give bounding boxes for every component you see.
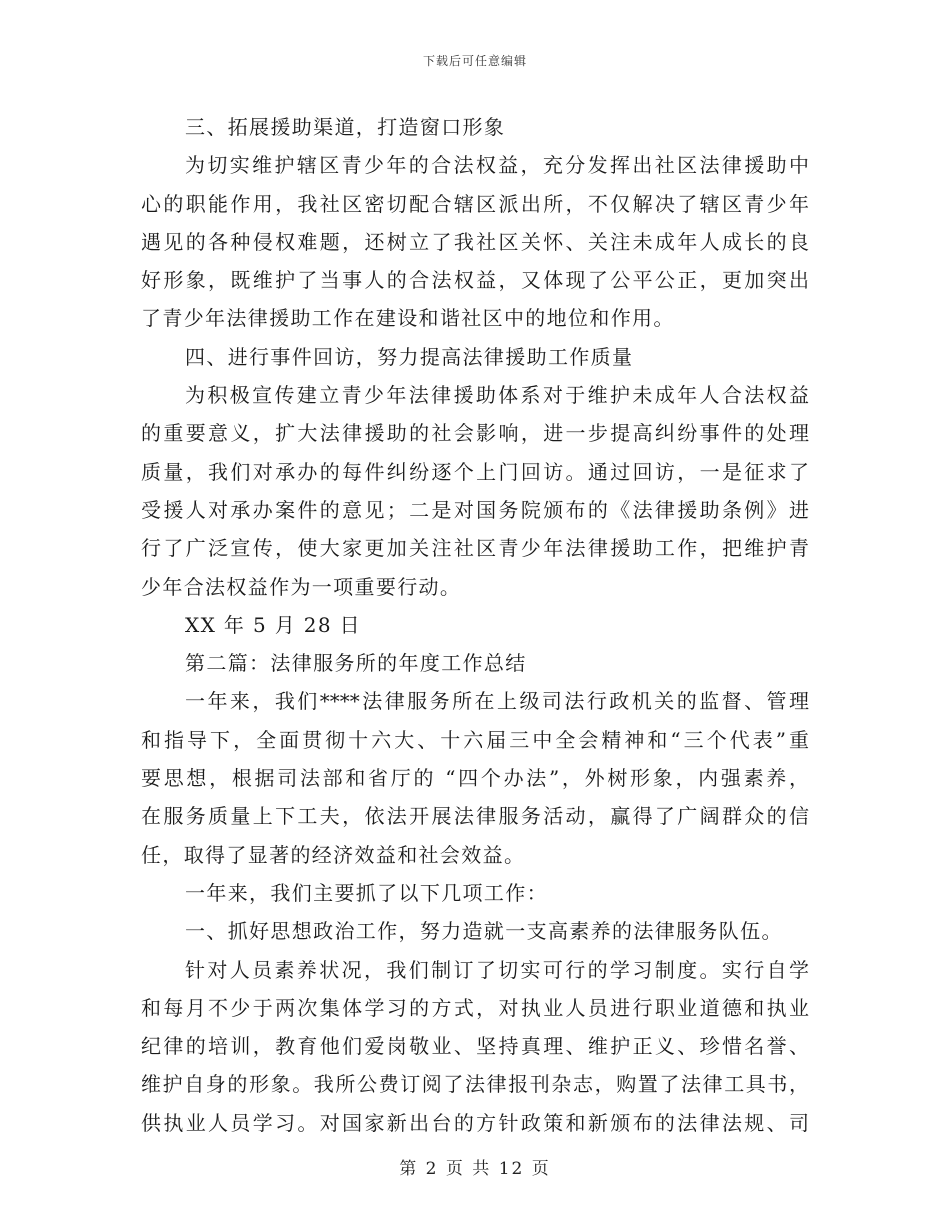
paragraph-line: 和指导下，全面贯彻十六大、十六届三中全会精神和“三个代表”重: [141, 727, 809, 752]
section-heading: 四、进行事件回访，努力提高法律援助工作质量: [185, 344, 634, 369]
section-heading: 一、抓好思想政治工作，努力造就一支高素养的法律服务队伍。: [185, 919, 783, 944]
paragraph-line: 和每月不少于两次集体学习的方式，对执业人员进行职业道德和执业: [141, 995, 809, 1020]
footer-middle: 页 共: [445, 1159, 492, 1179]
document-body: [141, 108, 809, 1142]
paragraph-line: 任，取得了显著的经济效益和社会效益。: [141, 842, 526, 867]
paragraph-line: 的重要意义，扩大法律援助的社会影响，进一步提高纠纷事件的处理: [141, 421, 809, 446]
chapter-title: 第二篇：法律服务所的年度工作总结: [185, 651, 527, 676]
date-line: XX 年 5 月 28 日: [185, 612, 361, 637]
paragraph-line: 为积极宣传建立青少年法律援助体系对于维护未成年人合法权益: [185, 383, 809, 408]
paragraph-line: 好形象，既维护了当事人的合法权益，又体现了公平公正，更加突出: [141, 268, 809, 293]
paragraph-line: 要思想，根据司法部和省厅的 “四个办法”，外树形象，内强素养，: [141, 766, 809, 791]
paragraph-line: 一年来，我们主要抓了以下几项工作：: [185, 880, 548, 905]
section-heading: 三、拓展援助渠道，打造窗口形象: [185, 115, 506, 139]
footer-suffix: 页: [531, 1159, 551, 1179]
paragraph-line: 心的职能作用，我社区密切配合辖区派出所，不仅解决了辖区青少年: [141, 191, 809, 216]
paragraph-line: 受援人对承办案件的意见；二是对国务院颁布的《法律援助条例》进: [141, 497, 809, 522]
paragraph-line: 纪律的培训，教育他们爱岗敬业、坚持真理、维护正义、珍惜名誉、: [141, 1034, 809, 1059]
paragraph-line: 少年合法权益作为一项重要行动。: [141, 574, 462, 599]
paragraph-line: 针对人员素养状况，我们制订了切实可行的学习制度。实行自学: [185, 957, 809, 982]
page-footer: [0, 1154, 950, 1179]
current-page-number: 2: [425, 1159, 439, 1179]
paragraph-line: 一年来，我们****法律服务所在上级司法行政机关的监督、管理: [185, 689, 809, 714]
paragraph-line: 为切实维护辖区青少年的合法权益，充分发挥出社区法律援助中: [185, 153, 809, 178]
paragraph-line: 了青少年法律援助工作在建设和谐社区中的地位和作用。: [141, 306, 675, 331]
footer-prefix: 第: [399, 1159, 419, 1179]
paragraph-line: 在服务质量上下工夫，依法开展法律服务活动，赢得了广阔群众的信: [141, 804, 809, 829]
total-page-count: 12: [498, 1159, 525, 1179]
page-header: 下载后可任意编辑: [422, 54, 527, 68]
paragraph-line: 行了广泛宣传，使大家更加关注社区青少年法律援助工作，把维护青: [141, 536, 809, 561]
paragraph-line: 遇见的各种侵权难题，还树立了我社区关怀、关注未成年人成长的良: [141, 229, 809, 254]
paragraph-line: 质量，我们对承办的每件纠纷逐个上门回访。通过回访，一是征求了: [141, 459, 809, 484]
paragraph-line: 维护自身的形象。我所公费订阅了法律报刊杂志，购置了法律工具书，: [141, 1072, 809, 1097]
paragraph-line: 供执业人员学习。对国家新出台的方针政策和新颁布的法律法规、司: [141, 1110, 809, 1135]
